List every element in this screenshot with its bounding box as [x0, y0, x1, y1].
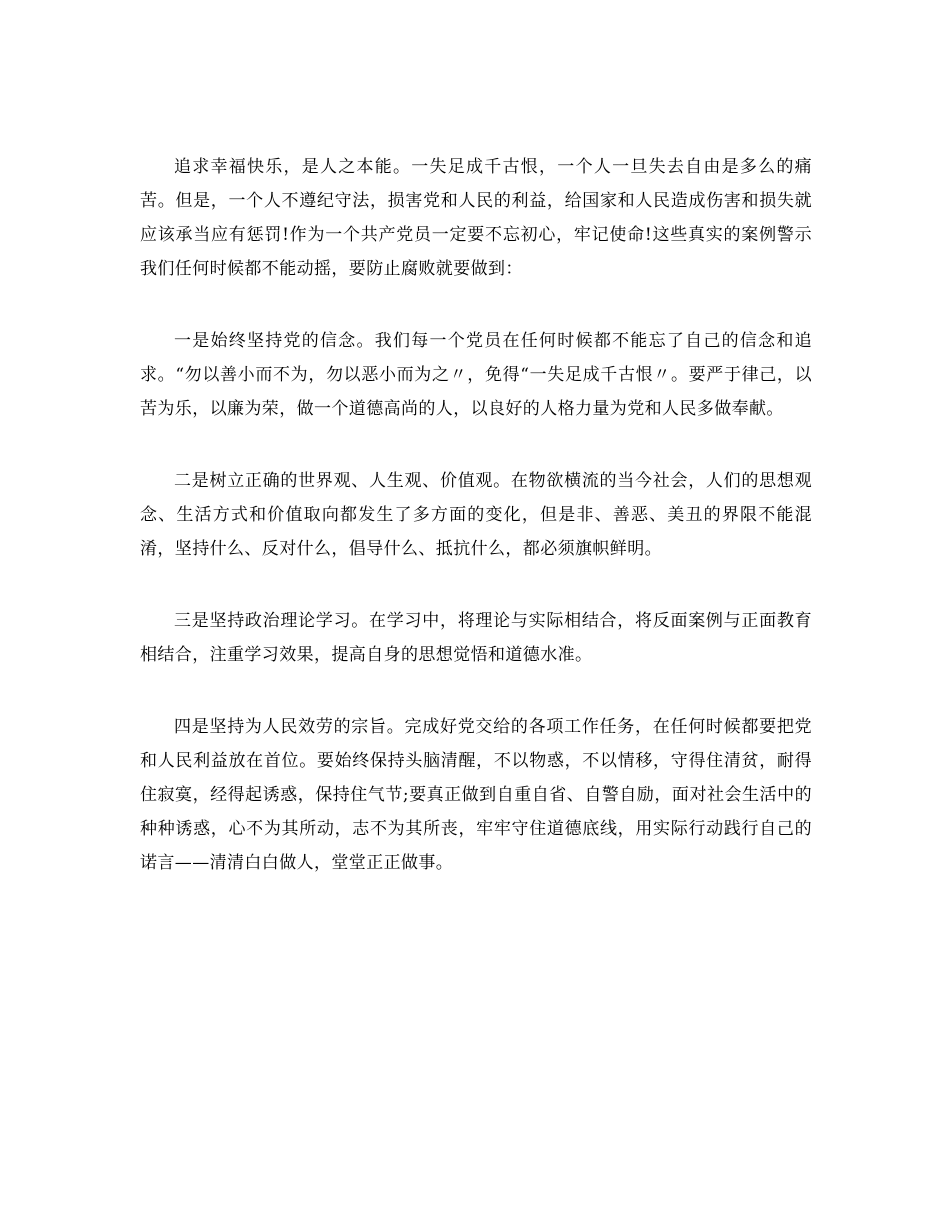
- paragraph-point-two: 二是树立正确的世界观、人生观、价值观。在物欲横流的当今社会，人们的思想观念、生活方式和价值取向都发生了多方面的变化，但是非、善恶、美丑的界限不能混淆，坚持什么、反对什么，倡导什么、抵抗什么，都必须旗帜鲜明。: [140, 471, 812, 559]
- paragraph-point-four: 四是坚持为人民效劳的宗旨。完成好党交给的各项工作任务，在任何时候都要把党和人民利益放在首位。要始终保持头脑清醒，不以物惑，不以情移，守得住清贫，耐得住寂寞，经得起诱惑，保持住气节;要真正做到自重自省、自警自励，面对社会生活中的种种诱惑，心不为其所动，志不为其所丧，牢牢守住道德底线，用实际行动践行自己的诺言——清清白白做人，堂堂正正做事。: [140, 717, 812, 873]
- document-body: [140, 150, 812, 918]
- paragraph-intro: 追求幸福快乐，是人之本能。一失足成千古恨，一个人一旦失去自由是多么的痛苦。但是，一个人不遵纪守法，损害党和人民的利益，给国家和人民造成伤害和损失就应该承当应有惩罚!作为一个共产党员一定要不忘初心，牢记使命!这些真实的案例警示我们任何时候都不能动摇，要防止腐败就要做到：: [140, 157, 812, 279]
- paragraph-point-three: 三是坚持政治理论学习。在学习中，将理论与实际相结合，将反面案例与正面教育相结合，注重学习效果，提高自身的思想觉悟和道德水准。: [140, 611, 812, 665]
- paragraph-point-one: 一是始终坚持党的信念。我们每一个党员在任何时候都不能忘了自己的信念和追求。“勿以善小而不为，勿以恶小而为之〃，免得“一失足成千古恨〃。要严于律己，以苦为乐，以廉为荣，做一个道德高尚的人，以良好的人格力量为党和人民多做奉献。: [140, 331, 812, 419]
